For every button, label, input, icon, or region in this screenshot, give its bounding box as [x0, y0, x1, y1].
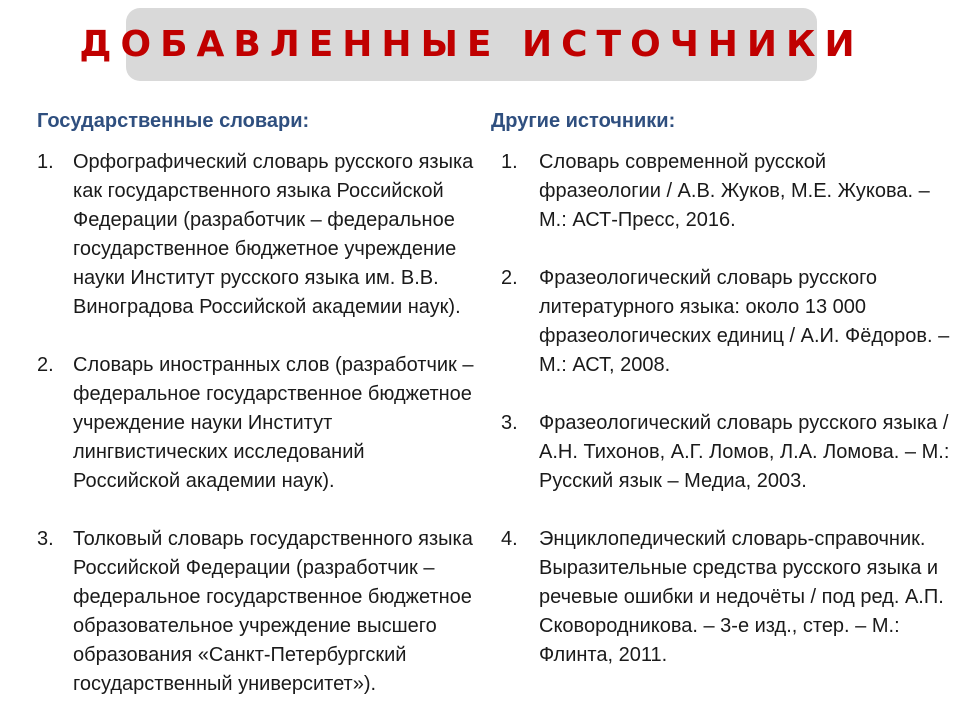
item-text: Словарь иностранных слов (разработчик – федеральное государственное бюджетное учреждение науки Институт лингвистических исследований Российской академии наук). — [73, 354, 474, 492]
item-number: 1. — [37, 151, 54, 173]
state-dictionaries-heading: Государственные словари: — [37, 110, 310, 132]
list-item — [491, 148, 951, 235]
item-number: 3. — [37, 528, 54, 550]
item-number: 4. — [501, 528, 518, 550]
list-item — [491, 264, 951, 380]
list-item — [491, 525, 951, 670]
item-number: 3. — [501, 412, 518, 434]
other-sources-column — [491, 108, 951, 670]
item-text: Энциклопедический словарь-справочник. Выразительные средства русского языка и речевые ошибки и недочёты / под ред. А.П. Сковородникова. – 3-е изд., стер. – М.: Флинта, 2011. — [539, 528, 944, 666]
item-number: 2. — [37, 354, 54, 376]
slide-title: ДОБАВЛЕННЫЕ ИСТОЧНИКИ — [79, 23, 864, 65]
item-text: Толковый словарь государственного языка Российской Федерации (разработчик – федеральное государственное бюджетное образовательное учреждение высшего образования «Санкт-Петербургский государственный университет»). — [73, 528, 473, 695]
item-number: 1. — [501, 151, 518, 173]
item-text: Орфографический словарь русского языка как государственного языка Российской Федерации (разработчик – федеральное государственное бюджетное учреждение науки Институт русского языка им. В.В. Виноградова Российской академии наук). — [73, 151, 474, 318]
title-banner — [79, 8, 864, 81]
item-number: 2. — [501, 267, 518, 289]
state-dictionaries-column — [37, 108, 477, 699]
item-text: Фразеологический словарь русского языка / А.Н. Тихонов, А.Г. Ломов, Л.А. Ломова. – М.: Русский язык – Медиа, 2003. — [539, 412, 950, 492]
list-item — [491, 409, 951, 496]
state-dictionaries-list — [37, 148, 477, 699]
other-sources-list — [491, 148, 951, 670]
item-text: Словарь современной русской фразеологии / А.В. Жуков, М.Е. Жукова. – М.: АСТ-Пресс, 2016. — [539, 151, 930, 231]
list-item — [37, 351, 477, 496]
list-item — [37, 148, 477, 322]
other-sources-heading: Другие источники: — [491, 110, 676, 132]
item-text: Фразеологический словарь русского литературного языка: около 13 000 фразеологических единиц / А.И. Фёдоров. – М.: АСТ, 2008. — [539, 267, 950, 376]
list-item — [37, 525, 477, 699]
